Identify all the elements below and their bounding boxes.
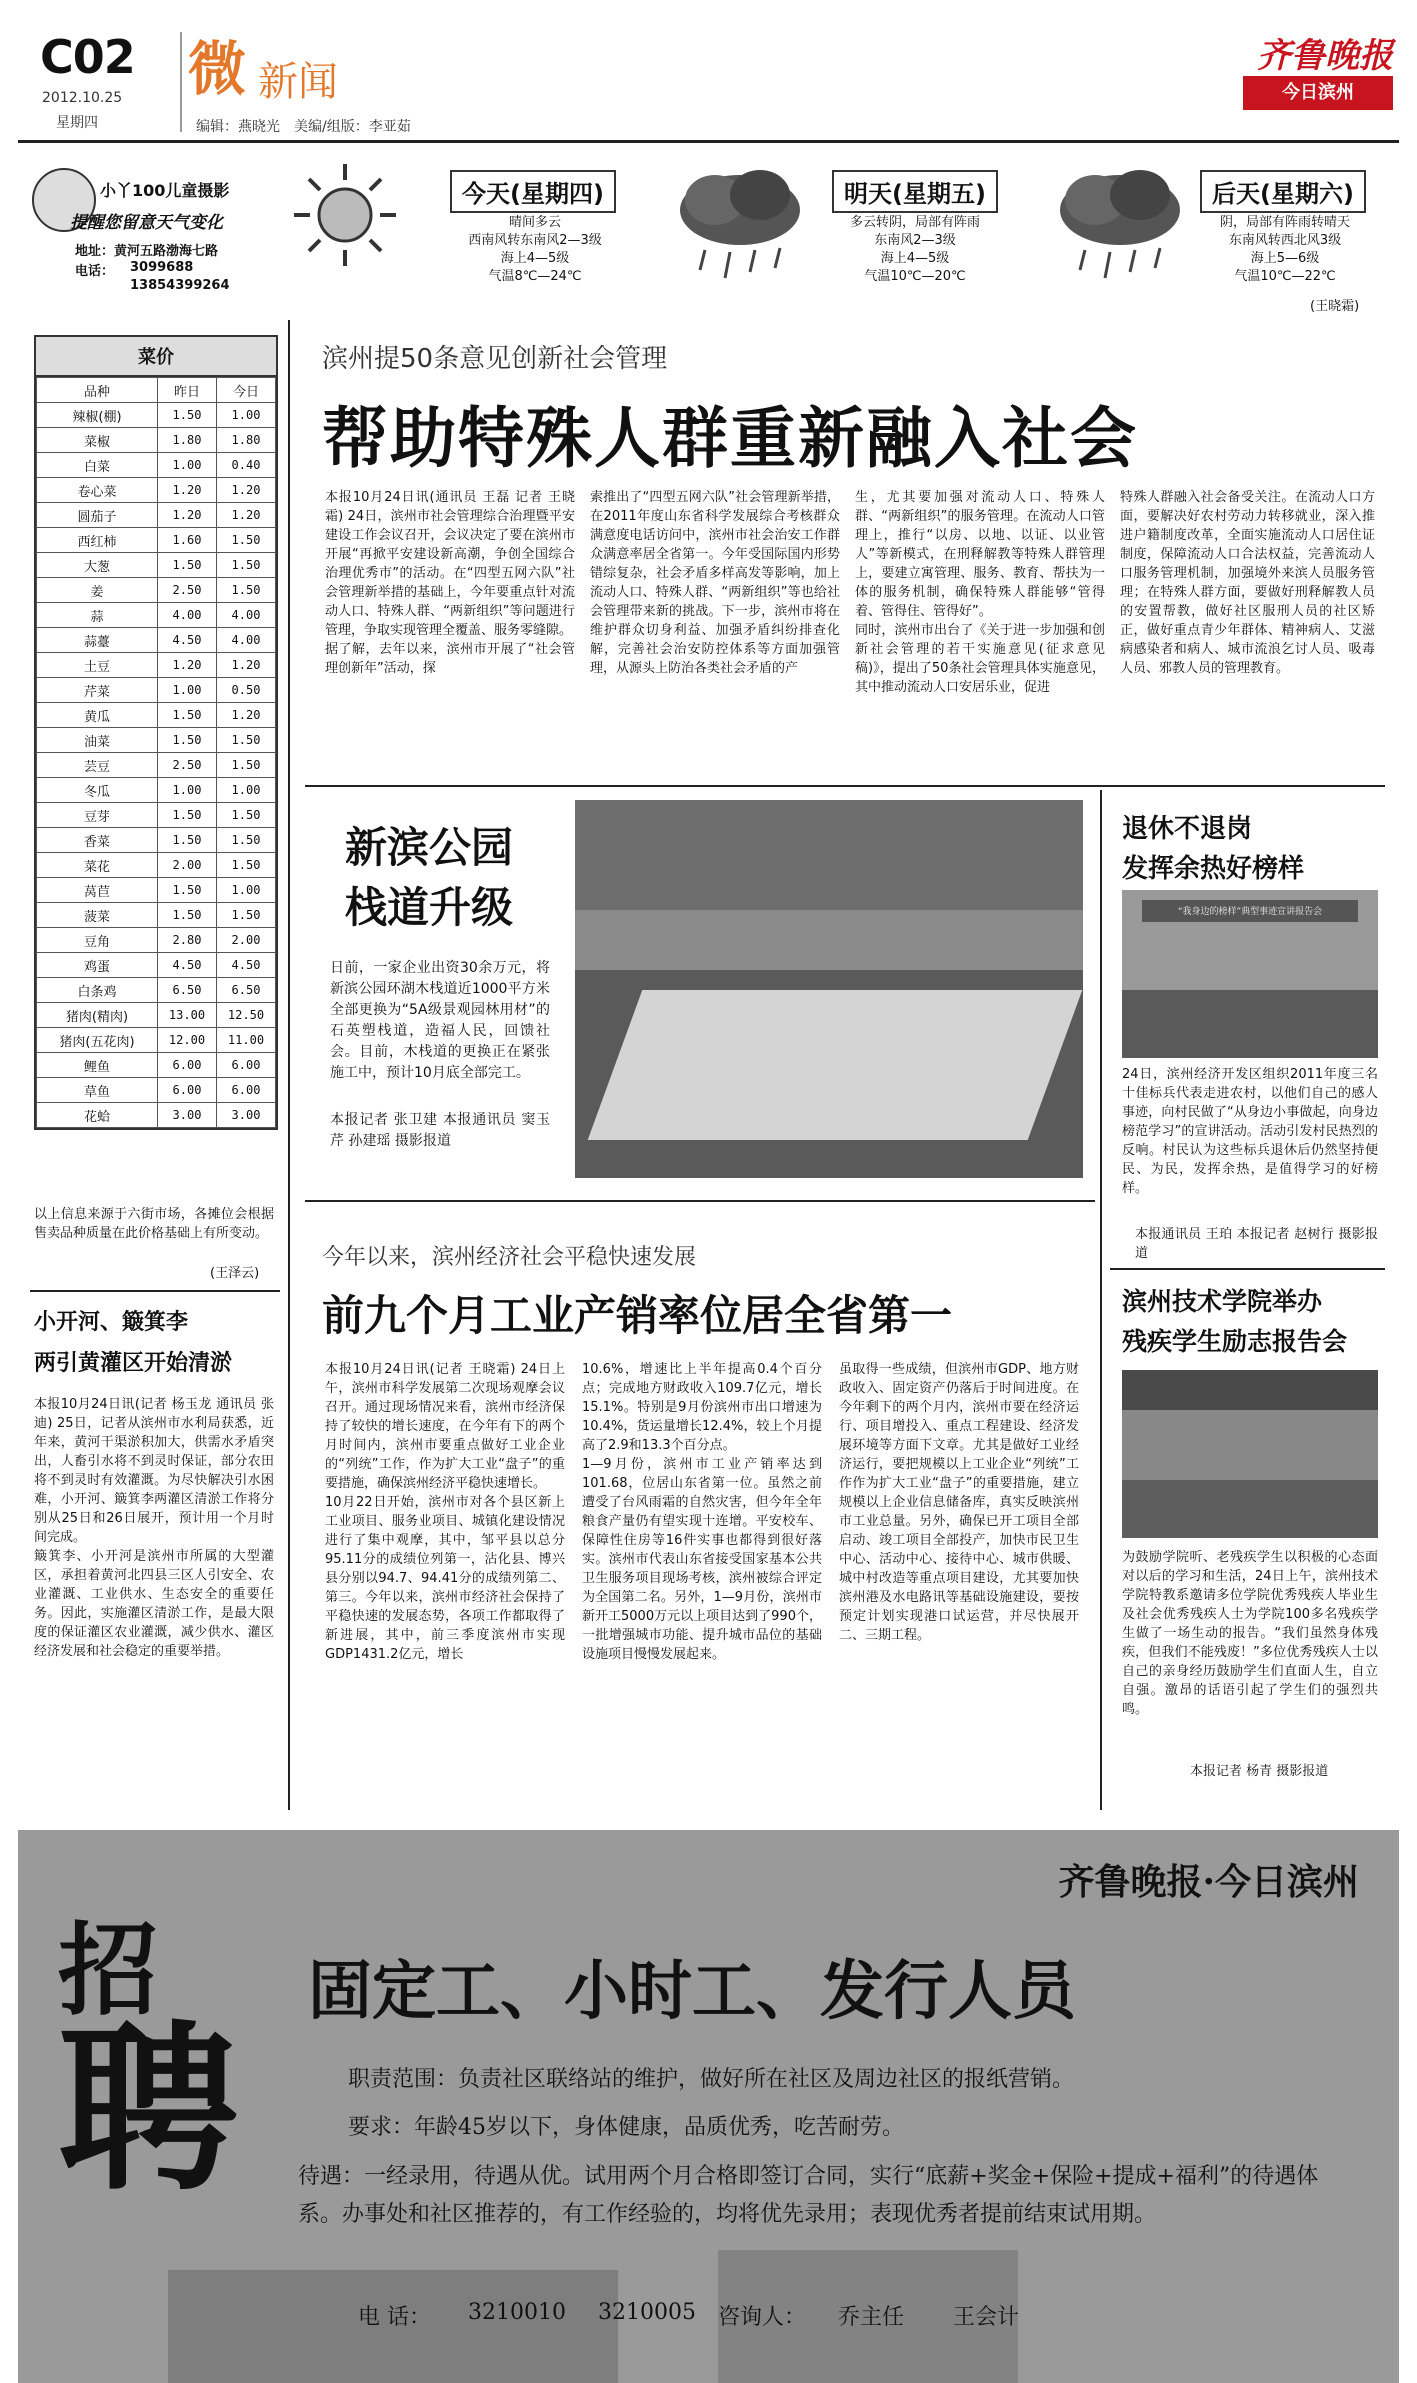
price-credit: (王泽云) bbox=[210, 1266, 260, 1281]
price-row bbox=[37, 453, 276, 478]
price-yesterday: 4.50 bbox=[158, 628, 217, 653]
newspaper-brand: 齐鲁晚报 bbox=[1257, 36, 1393, 76]
page-number: C02 bbox=[40, 30, 135, 84]
price-row bbox=[37, 953, 276, 978]
main-story-col-4: 特殊人群融入社会备受关注。在流动人口方面，要解决好农村劳动力转移就业，深入推进户籍制度改革，全面实施流动人口居住证制度，保障流动人口合法权益，完善流动人口服务管理机制，加强境外来滨人员服务管理；在特殊人群方面，要做好刑释解教人员的安置帮教，做好社区服刑人员的社区矫正，做好重点青少年群体、精神病人、艾滋病感染者和病人、城市流浪乞讨人员、吸毒人员、邪教人员的管理教育。 bbox=[1120, 490, 1375, 676]
weather-tomorrow-label: 明天(星期五) bbox=[832, 170, 998, 213]
price-item-name: 菜椒 bbox=[37, 428, 158, 453]
price-today: 1.20 bbox=[216, 653, 275, 678]
price-yesterday: 4.00 bbox=[158, 603, 217, 628]
price-today: 0.40 bbox=[216, 453, 275, 478]
promo-phone-2: 13854399264 bbox=[130, 278, 230, 293]
promo-phone-1: 3099688 bbox=[130, 260, 194, 275]
retire-meeting-photo bbox=[1122, 890, 1378, 1058]
price-item-name: 蒜薹 bbox=[37, 628, 158, 653]
weather-day-after bbox=[1050, 160, 1400, 330]
price-item-name: 卷心菜 bbox=[37, 478, 158, 503]
price-yesterday: 1.00 bbox=[158, 778, 217, 803]
price-today: 11.00 bbox=[216, 1028, 275, 1053]
price-row bbox=[37, 403, 276, 428]
price-row bbox=[37, 1003, 276, 1028]
price-row bbox=[37, 753, 276, 778]
park-headline-1: 新滨公园 bbox=[345, 823, 514, 872]
ad-requirement: 要求：年龄45岁以下，身体健康，品质优秀，吃苦耐劳。 bbox=[348, 2115, 904, 2140]
price-row bbox=[37, 628, 276, 653]
price-today: 1.20 bbox=[216, 703, 275, 728]
price-yesterday: 1.50 bbox=[158, 403, 217, 428]
price-today: 2.00 bbox=[216, 928, 275, 953]
promo-line-1: 小丫100儿童摄影 bbox=[100, 181, 230, 200]
issue-date: 2012.10.25 bbox=[42, 90, 123, 106]
price-row bbox=[37, 528, 276, 553]
price-yesterday: 1.00 bbox=[158, 678, 217, 703]
price-item-name: 猪肉(精肉) bbox=[37, 1003, 158, 1028]
rain-cloud-icon bbox=[1050, 160, 1190, 290]
ad-contact-1: 乔主任 bbox=[838, 2305, 905, 2330]
canal-headline-2: 两引黄灌区开始清淤 bbox=[34, 1351, 233, 1376]
price-yesterday: 1.20 bbox=[158, 653, 217, 678]
weather-day-after-label: 后天(星期六) bbox=[1200, 170, 1366, 213]
price-row bbox=[37, 553, 276, 578]
price-table bbox=[36, 377, 276, 1128]
weather-tomorrow-line-3: 海上4—5级 bbox=[880, 251, 950, 266]
price-item-name: 芸豆 bbox=[37, 753, 158, 778]
price-item-name: 花蛤 bbox=[37, 1103, 158, 1128]
industry-kicker: 今年以来，滨州经济社会平稳快速发展 bbox=[322, 1245, 697, 1270]
price-yesterday: 4.50 bbox=[158, 953, 217, 978]
industry-col-2: 10.6%，增速比上半年提高0.4个百分点；完成地方财政收入109.7亿元，增长15.1%。特别是9月份滨州市出口增速为10.4%，货运量增长12.4%，较上个月提高了2.9和13.3个百分点。 1—9月份，滨州市工业产销率达到101.68，位居山东省第一位。虽然之前遭受了台风雨霜的自然灾害，但今年全年粮食产量仍有望实现十连增。平安校车、保障性住房等16件实事也都得到很好落实。滨州市代表山东省接受国家基本公共卫生服务项目现场考核，滨州被综合评定为全国第二名。另外，1—9月份，滨州市新开工5000万元以上项目达到了990个，一批增强城市功能、提升城市品位的基础设施项目慢慢发展起来。 bbox=[582, 1362, 822, 1662]
price-today: 1.00 bbox=[216, 778, 275, 803]
weather-today-label: 今天(星期四) bbox=[450, 170, 616, 213]
main-story-headline: 帮助特殊人群重新融入社会 bbox=[322, 400, 1138, 477]
weather-day-after-line-4: 气温10℃—22℃ bbox=[1234, 269, 1336, 284]
price-row bbox=[37, 503, 276, 528]
price-row bbox=[37, 1053, 276, 1078]
price-yesterday: 2.80 bbox=[158, 928, 217, 953]
price-row bbox=[37, 728, 276, 753]
weather-today-line-3: 海上4—5级 bbox=[500, 251, 570, 266]
main-story-col-3: 生，尤其要加强对流动人口、特殊人群、“两新组织”的服务管理。在流动人口管理上，推行“以房、以地、以证、以业管人”等新模式，在刑释解教等特殊人群管理上，要建立寓管理、服务、教育、帮扶为一体的服务机制，确保特殊人群能够“管得着、管得住、管得好”。 同时，滨州市出台了《关于进一步加强和创新社会管理的若干实施意见(征求意见稿)》，提出了50条社会管理具体实施意见，其中推动流动人口安居乐业，促进 bbox=[855, 490, 1105, 695]
price-item-name: 豆芽 bbox=[37, 803, 158, 828]
price-yesterday: 3.00 bbox=[158, 1103, 217, 1128]
price-today: 1.00 bbox=[216, 878, 275, 903]
price-row bbox=[37, 903, 276, 928]
price-item-name: 鲤鱼 bbox=[37, 1053, 158, 1078]
weather-tomorrow-line-2: 东南风2—3级 bbox=[874, 233, 956, 248]
ad-phone-2: 3210005 bbox=[598, 2300, 696, 2325]
price-row bbox=[37, 978, 276, 1003]
ad-contact-2: 王会计 bbox=[953, 2305, 1020, 2330]
industry-col-3: 虽取得一些成绩，但滨州市GDP、地方财政收入、固定资产仍落后于时间进度。在今年剩下的两个月内，滨州市要在经济运行、项目增投入、重点工程建设、经济发展环境等方面下文章。尤其是做好工业经济运行，要把规模以上工业企业“列统”工作作为扩大工业“盘子”的重要措施，建立规模以上企业信息储备库，真实反映滨州市工业总量。另外，确保已开工项目全部启动、竣工项目全部投产，加快市民卫生中心、活动中心、接待中心、城市供暖、城中村改造等重点项目建设，尤其要加快滨州港及水电路讯等基础设施建设，要按预定计划实现港口试运营，并尽快展开二、三期工程。 bbox=[839, 1362, 1079, 1643]
weather-day-after-line-3: 海上5—6级 bbox=[1250, 251, 1320, 266]
price-today: 4.50 bbox=[216, 953, 275, 978]
price-today: 12.50 bbox=[216, 1003, 275, 1028]
retire-body: 24日，滨州经济开发区组织2011年度三名十佳标兵代表走进农村，以他们自己的感人事迹，向村民做了“从身边小事做起，向身边榜范学习”的宣讲活动。活动引发村民热烈的反响。村民认为这些标兵退休后仍然坚持便民、为民，发挥余热，是值得学习的好榜样。 bbox=[1122, 1067, 1378, 1196]
price-header-row bbox=[37, 378, 276, 403]
weather-promo bbox=[30, 160, 280, 310]
price-today: 1.50 bbox=[216, 528, 275, 553]
price-today: 1.50 bbox=[216, 903, 275, 928]
ad-phone-label: 电 话： bbox=[358, 2305, 431, 2330]
price-item-name: 土豆 bbox=[37, 653, 158, 678]
weather-tomorrow bbox=[670, 160, 1030, 310]
price-row bbox=[37, 653, 276, 678]
price-table-body bbox=[37, 403, 276, 1128]
tech-top-rule bbox=[1110, 1268, 1385, 1270]
photo-seats bbox=[1122, 1480, 1378, 1538]
header-divider bbox=[180, 32, 182, 132]
ad-duty: 职责范围：负责社区联络站的维护，做好所在社区及周边社区的报纸营销。 bbox=[348, 2067, 1075, 2092]
weather-today bbox=[290, 160, 650, 310]
price-yesterday: 1.50 bbox=[158, 728, 217, 753]
recruitment-ad bbox=[18, 1830, 1399, 2383]
price-yesterday: 1.50 bbox=[158, 903, 217, 928]
price-today: 0.50 bbox=[216, 678, 275, 703]
promo-line-2: 提醒您留意天气变化 bbox=[70, 213, 223, 233]
park-credit: 本报记者 张卫建 本报通讯员 窦玉芹 孙建瑶 摄影报道 bbox=[330, 1112, 550, 1149]
photo-audience bbox=[1122, 990, 1378, 1058]
park-boardwalk-photo bbox=[575, 800, 1083, 1178]
price-yesterday: 1.50 bbox=[158, 553, 217, 578]
price-yesterday: 1.20 bbox=[158, 478, 217, 503]
price-today: 1.50 bbox=[216, 728, 275, 753]
price-yesterday: 12.00 bbox=[158, 1028, 217, 1053]
tech-headline-1: 滨州技术学院举办 bbox=[1122, 1287, 1323, 1316]
left-column-divider bbox=[288, 320, 290, 1810]
price-item-name: 冬瓜 bbox=[37, 778, 158, 803]
weather-tomorrow-line-4: 气温10℃—20℃ bbox=[864, 269, 966, 284]
price-item-name: 菠菜 bbox=[37, 903, 158, 928]
price-yesterday: 1.50 bbox=[158, 828, 217, 853]
photo-banner-text: “我身边的榜样”典型事迹宣讲报告会 bbox=[1177, 907, 1323, 917]
price-yesterday: 1.50 bbox=[158, 878, 217, 903]
price-yesterday: 1.50 bbox=[158, 703, 217, 728]
promo-address: 地址：黄河五路渤海七路 bbox=[75, 244, 219, 259]
ad-contact-label: 咨询人： bbox=[718, 2305, 807, 2330]
weather-day-after-line-1: 阴，局部有阵雨转晴天 bbox=[1219, 215, 1350, 230]
ad-big-char-1: 招 bbox=[58, 1911, 158, 2029]
ad-phone-1: 3210010 bbox=[468, 2300, 566, 2325]
price-yesterday: 6.00 bbox=[158, 1078, 217, 1103]
price-table-title: 菜价 bbox=[36, 337, 276, 377]
price-item-name: 鸡蛋 bbox=[37, 953, 158, 978]
park-body: 日前，一家企业出资30余万元，将新滨公园环湖木栈道近1000平方米全部更换为“5A级景观园林用材”的石英塑栈道，造福人民，回馈社会。目前，木栈道的更换正在紧张施工中，预计10月底全部完工。 bbox=[330, 960, 550, 1081]
price-item-name: 白条鸡 bbox=[37, 978, 158, 1003]
price-row bbox=[37, 878, 276, 903]
photo-trees bbox=[575, 800, 1083, 910]
right-column-divider bbox=[1100, 790, 1102, 1810]
price-row bbox=[37, 1028, 276, 1053]
price-today: 4.00 bbox=[216, 628, 275, 653]
price-item-name: 草鱼 bbox=[37, 1078, 158, 1103]
price-item-name: 莴苣 bbox=[37, 878, 158, 903]
price-yesterday: 1.20 bbox=[158, 503, 217, 528]
tech-report-photo bbox=[1122, 1370, 1378, 1538]
price-row bbox=[37, 428, 276, 453]
price-today: 6.50 bbox=[216, 978, 275, 1003]
price-row bbox=[37, 603, 276, 628]
canal-top-rule bbox=[30, 1290, 280, 1292]
canal-body: 本报10月24日讯(记者 杨玉龙 通讯员 张迪) 25日，记者从滨州市水利局获悉，近年来，黄河干渠淤积加大，供需水矛盾突出，人畜引水将不到灵时保证，部分农田将不到灵时有效灌溉。为尽快解决引水困难，小开河、簸箕李两灌区清淤工作将分别从25日和26日展开，预计用一个月时间完成。 簸箕李、小开河是滨州市所属的大型灌区，承担着黄河北四县三区人引安全、农业灌溉、工业供水、生态安全的重要任务。因此，实施灌区清淤工作，是最大限度的保证灌区农业灌溉，减少供水、灌区经济发展和社会稳定的重要举措。 bbox=[34, 1397, 274, 1659]
price-item-name: 芹菜 bbox=[37, 678, 158, 703]
ad-brand-line: 齐鲁晚报·今日滨州 bbox=[1058, 1861, 1359, 1903]
price-row bbox=[37, 778, 276, 803]
price-yesterday: 6.50 bbox=[158, 978, 217, 1003]
price-item-name: 香菜 bbox=[37, 828, 158, 853]
price-item-name: 大葱 bbox=[37, 553, 158, 578]
price-col-name: 品种 bbox=[37, 378, 158, 403]
main-story-bottom-rule bbox=[305, 785, 1385, 787]
price-item-name: 姜 bbox=[37, 578, 158, 603]
tech-body: 为鼓励学院听、老残疾学生以积极的心态面对以后的学习和生活，24日上午，滨州技术学院特教系邀请多位学院优秀残疾人毕业生及社会优秀残疾人士为学院100多名残疾学生做了一场生动的报告。“我们虽然身体残疾，但我们不能残废！”多位优秀残疾人士以自己的亲身经历鼓励学生们直面人生，自立自强。激昂的话语引起了学生们的强烈共鸣。 bbox=[1122, 1550, 1378, 1717]
weather-today-line-2: 西南风转东南风2—3级 bbox=[468, 233, 602, 248]
price-col-today: 今日 bbox=[216, 378, 275, 403]
price-yesterday: 1.60 bbox=[158, 528, 217, 553]
price-row bbox=[37, 703, 276, 728]
price-today: 3.00 bbox=[216, 1103, 275, 1128]
section-tag: 今日滨州 bbox=[1243, 76, 1393, 110]
price-note-text: 以上信息来源于六街市场，各摊位会根据售卖品种质量在此价格基础上有所变动。 bbox=[34, 1207, 274, 1241]
retire-headline-1: 退休不退岗 bbox=[1122, 814, 1253, 844]
price-yesterday: 1.80 bbox=[158, 428, 217, 453]
price-today: 6.00 bbox=[216, 1078, 275, 1103]
top-rule bbox=[18, 140, 1399, 143]
retire-headline-2: 发挥余热好榜样 bbox=[1122, 854, 1305, 884]
industry-top-rule bbox=[305, 1200, 1095, 1202]
price-yesterday: 1.50 bbox=[158, 803, 217, 828]
ad-big-char-2: 聘 bbox=[58, 2004, 239, 2215]
rain-cloud-icon bbox=[670, 160, 810, 290]
price-today: 1.50 bbox=[216, 853, 275, 878]
price-today: 1.20 bbox=[216, 478, 275, 503]
price-row bbox=[37, 853, 276, 878]
promo-phone-label: 电话： bbox=[75, 264, 115, 279]
price-item-name: 圆茄子 bbox=[37, 503, 158, 528]
retire-credit: 本报通讯员 王珀 本报记者 赵树行 摄影报道 bbox=[1135, 1227, 1378, 1261]
issue-weekday: 星期四 bbox=[56, 115, 98, 131]
photo-boardwalk bbox=[588, 990, 1083, 1140]
sun-icon bbox=[290, 160, 400, 270]
weather-day-after-line-2: 东南风转西北风3级 bbox=[1228, 233, 1342, 248]
price-item-name: 猪肉(五花肉) bbox=[37, 1028, 158, 1053]
weather-credit: (王晓霜) bbox=[1310, 299, 1360, 314]
price-item-name: 蒜 bbox=[37, 603, 158, 628]
price-today: 1.00 bbox=[216, 403, 275, 428]
price-item-name: 豆角 bbox=[37, 928, 158, 953]
main-story-kicker: 滨州提50条意见创新社会管理 bbox=[322, 344, 668, 374]
main-story-col-2: 索推出了“四型五网六队”社会管理新举措，在2011年度山东省科学发展综合考核群众满意度电话访问中，滨州市社会治安工作群众满意率居全省第一。今年受国际国内形势错综复杂，社会矛盾多样高发等影响，加上流动人口、特殊人群、“两新组织”等也给社会管理带来新的挑战。下一步，滨州市将在维护群众切身利益、加强矛盾纠纷排查化解，完善社会治安防控体系等方面加强管理，从源头上防治各类社会矛盾的产 bbox=[590, 490, 840, 676]
editor-credits: 编辑：燕晓光 美编/组版：李亚茹 bbox=[196, 119, 411, 135]
section-logo-sub: 新闻 bbox=[258, 59, 338, 105]
price-yesterday: 6.00 bbox=[158, 1053, 217, 1078]
photo-stage bbox=[1122, 1370, 1378, 1410]
price-today: 1.50 bbox=[216, 553, 275, 578]
price-today: 1.50 bbox=[216, 578, 275, 603]
industry-col-1: 本报10月24日讯(记者 王晓霜) 24日上午，滨州市科学发展第二次现场观摩会议召开。通过现场情况来看，滨州市经济保持了较快的增长速度，在今年有下的两个月时间内，滨州市要重点做好工业企业的“列统”工作，作为扩大工业“盘子”的重要措施，确保滨州经济平稳快速增长。 10月22日开始，滨州市对各个县区新上工业项目、服务业项目、城镇化建设情况进行了集中观摩，其中，邹平县以总分95.11分的成绩位列第一，沾化县、博兴县分别以94.7、94.41分的成绩列第二、第三。今年以来，滨州市经济社会保持了平稳快速的发展态势，各项工作都取得了新进展，其中，前三季度滨州市实现GDP1431.2亿元，增长 bbox=[325, 1362, 565, 1662]
price-item-name: 菜花 bbox=[37, 853, 158, 878]
price-col-yesterday: 昨日 bbox=[158, 378, 217, 403]
price-item-name: 西红柿 bbox=[37, 528, 158, 553]
price-item-name: 白菜 bbox=[37, 453, 158, 478]
price-row bbox=[37, 678, 276, 703]
weather-today-line-1: 晴间多云 bbox=[508, 215, 561, 230]
price-row bbox=[37, 478, 276, 503]
ad-headline: 固定工、小时工、发行人员 bbox=[308, 1954, 1076, 2029]
canal-headline-1: 小开河、簸箕李 bbox=[34, 1310, 189, 1335]
price-item-name: 辣椒(棚) bbox=[37, 403, 158, 428]
price-today: 6.00 bbox=[216, 1053, 275, 1078]
price-yesterday: 2.50 bbox=[158, 578, 217, 603]
price-item-name: 油菜 bbox=[37, 728, 158, 753]
price-item-name: 黄瓜 bbox=[37, 703, 158, 728]
price-yesterday: 2.00 bbox=[158, 853, 217, 878]
vegetable-price-table bbox=[34, 335, 278, 1130]
price-yesterday: 13.00 bbox=[158, 1003, 217, 1028]
price-yesterday: 2.50 bbox=[158, 753, 217, 778]
price-today: 1.50 bbox=[216, 753, 275, 778]
price-row bbox=[37, 928, 276, 953]
price-today: 4.00 bbox=[216, 603, 275, 628]
tech-credit: 本报记者 杨青 摄影报道 bbox=[1190, 1764, 1329, 1779]
price-yesterday: 1.00 bbox=[158, 453, 217, 478]
section-logo: 微 bbox=[188, 35, 247, 103]
park-headline-2: 栈道升级 bbox=[345, 883, 514, 932]
price-today: 1.50 bbox=[216, 803, 275, 828]
industry-headline: 前九个月工业产销率位居全省第一 bbox=[322, 1291, 953, 1340]
weather-today-line-4: 气温8℃—24℃ bbox=[488, 269, 582, 284]
price-row bbox=[37, 1078, 276, 1103]
price-today: 1.50 bbox=[216, 828, 275, 853]
price-note bbox=[34, 1205, 274, 1243]
ad-treatment: 待遇：一经录用，待遇从优。试用两个月合格即签订合同，实行“底薪+奖金+保险+提成+福利”的待遇体系。办事处和社区推荐的，有工作经验的，均将优先录用；表现优秀者提前结束试用期。 bbox=[298, 2164, 1319, 2227]
price-row bbox=[37, 803, 276, 828]
main-story-col-1: 本报10月24日讯(通讯员 王磊 记者 王晓霜) 24日，滨州市社会管理综合治理暨平安建设工作会议召开，会议决定了要在滨州市开展“再掀平安建设新高潮，争创全国综合治理优秀市”的活动。在“四型五网六队”社会管理新举措的基础上，今年要重点针对流动人口、特殊人群、“两新组织”等问题进行管理，争取实现管理全覆盖、服务零缝隙。 据了解，去年以来，滨州市开展了“社会管理创新年”活动，探 bbox=[325, 490, 575, 676]
price-row bbox=[37, 828, 276, 853]
weather-tomorrow-line-1: 多云转阴，局部有阵雨 bbox=[849, 215, 980, 230]
price-today: 1.80 bbox=[216, 428, 275, 453]
tech-headline-2: 残疾学生励志报告会 bbox=[1122, 1327, 1348, 1356]
price-row bbox=[37, 578, 276, 603]
price-row bbox=[37, 1103, 276, 1128]
price-today: 1.20 bbox=[216, 503, 275, 528]
